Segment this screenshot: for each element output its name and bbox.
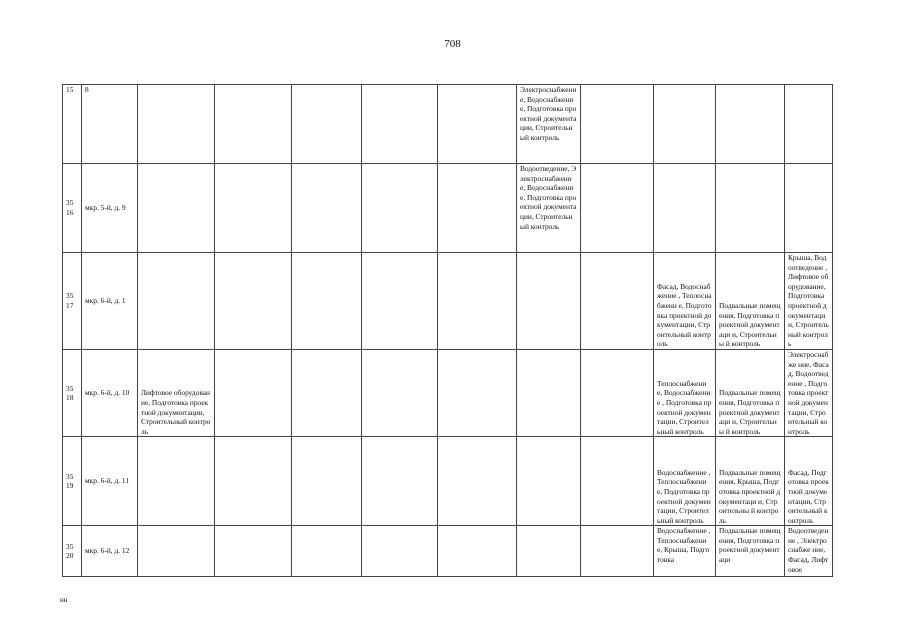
table-cell [438,526,517,577]
table-cell [716,164,785,253]
table-cell [138,526,215,577]
table-row [63,85,833,164]
table-cell: Водоснабжение , Теплоснабжени е, Подготовка проектной документации, Строительный контроль [654,437,716,526]
table-cell [581,85,654,164]
table-row [63,526,833,577]
table-cell [654,164,716,253]
row-number: 15 [63,85,82,164]
table-cell: Фасад, Водоснабжение , Теплоснабжени е, Подготовка проектной документации, Строительный контроль [654,253,716,350]
table-cell: Лифтовое оборудование, Подготовка проектной документации, Строительный контроль [138,349,215,436]
table-cell [292,85,362,164]
table-cell [215,437,292,526]
table-cell [215,164,292,253]
table-cell [138,164,215,253]
row-address: мкр. 5-й, д. 9 [82,164,138,253]
table-cell [581,437,654,526]
table-cell [215,253,292,350]
table-cell [138,253,215,350]
row-address: мкр. 6-й, д. 11 [82,437,138,526]
table-cell [517,526,581,577]
table-cell [362,253,438,350]
table-cell [785,164,833,253]
table-cell [438,164,517,253]
table-cell: Фасад, Подготовка проектной документации, Строительный контроль [785,437,833,526]
row-number: 35 18 [63,349,82,436]
table-cell [438,349,517,436]
table-cell: Электроснабже ние, Фасад, Водоотведение , Подготовка проектной документации, Строительный контроль [785,349,833,436]
table-cell [138,437,215,526]
table-cell: Подвальные помещения, Подготовка проектной документаци и, Строительны й контроль [716,253,785,350]
row-address: 8 [82,85,138,164]
table-cell [517,437,581,526]
table-row [63,437,833,526]
table-cell [292,164,362,253]
table-cell [517,253,581,350]
table-cell [362,437,438,526]
table-cell [362,349,438,436]
table-cell: Подвальные помещения, Подготовка проектной документаци [716,526,785,577]
row-number: 35 20 [63,526,82,577]
data-table [62,84,833,577]
table-row [63,253,833,350]
table-cell [362,85,438,164]
table-cell [362,526,438,577]
table-cell: Водоотведение , Электроснабже ние, Фасад, Лифтовое [785,526,833,577]
table-cell [581,349,654,436]
table-row [63,349,833,436]
table-cell [716,85,785,164]
table-cell: Водоснабжение , Теплоснабжени е, Крыша, Подготовка [654,526,716,577]
table-cell: Электроснабжени е, Водоснабжение, Подготовка проектной документации, Строительный контроль [517,85,581,164]
row-number: 35 19 [63,437,82,526]
table-cell [438,253,517,350]
table-row [63,164,833,253]
table-cell [215,349,292,436]
table-cell [215,85,292,164]
table-cell [362,164,438,253]
row-address: мкр. 6-й, д. 12 [82,526,138,577]
table-cell [785,85,833,164]
table-cell [438,437,517,526]
table-cell [292,253,362,350]
table-cell [581,253,654,350]
table-cell [438,85,517,164]
row-number: 35 16 [63,164,82,253]
table-cell [654,85,716,164]
row-address: мкр. 6-й, д. 1 [82,253,138,350]
table-cell: Подвальные помещения, Подготовка проектной документаци и, Строительны й контроль [716,349,785,436]
footer-mark: нн [60,596,68,604]
row-address: мкр. 6-й, д. 10 [82,349,138,436]
table-cell: Подвальные помещения, Крыша, Подготовка проектной документаци и, Строительны й контроль [716,437,785,526]
table-cell [138,85,215,164]
row-number: 35 17 [63,253,82,350]
table-cell [292,349,362,436]
table-cell: Теплоснабжени е, Водоснабжение , Подготовка проектной документации, Строительный контроль [654,349,716,436]
table-cell: Крыша, Водоотведение , Лифтовое оборудование, Подготовка проектной документации, Строительный контроль [785,253,833,350]
table-cell [292,526,362,577]
table-cell [292,437,362,526]
page-number: 708 [444,38,461,50]
table-cell [581,164,654,253]
table-cell [581,526,654,577]
table-cell: Водоотведение, Электроснабжени е, Водоснабжение, Подготовка проектной документации, Строительный контроль [517,164,581,253]
table-cell [517,349,581,436]
table-cell [215,526,292,577]
